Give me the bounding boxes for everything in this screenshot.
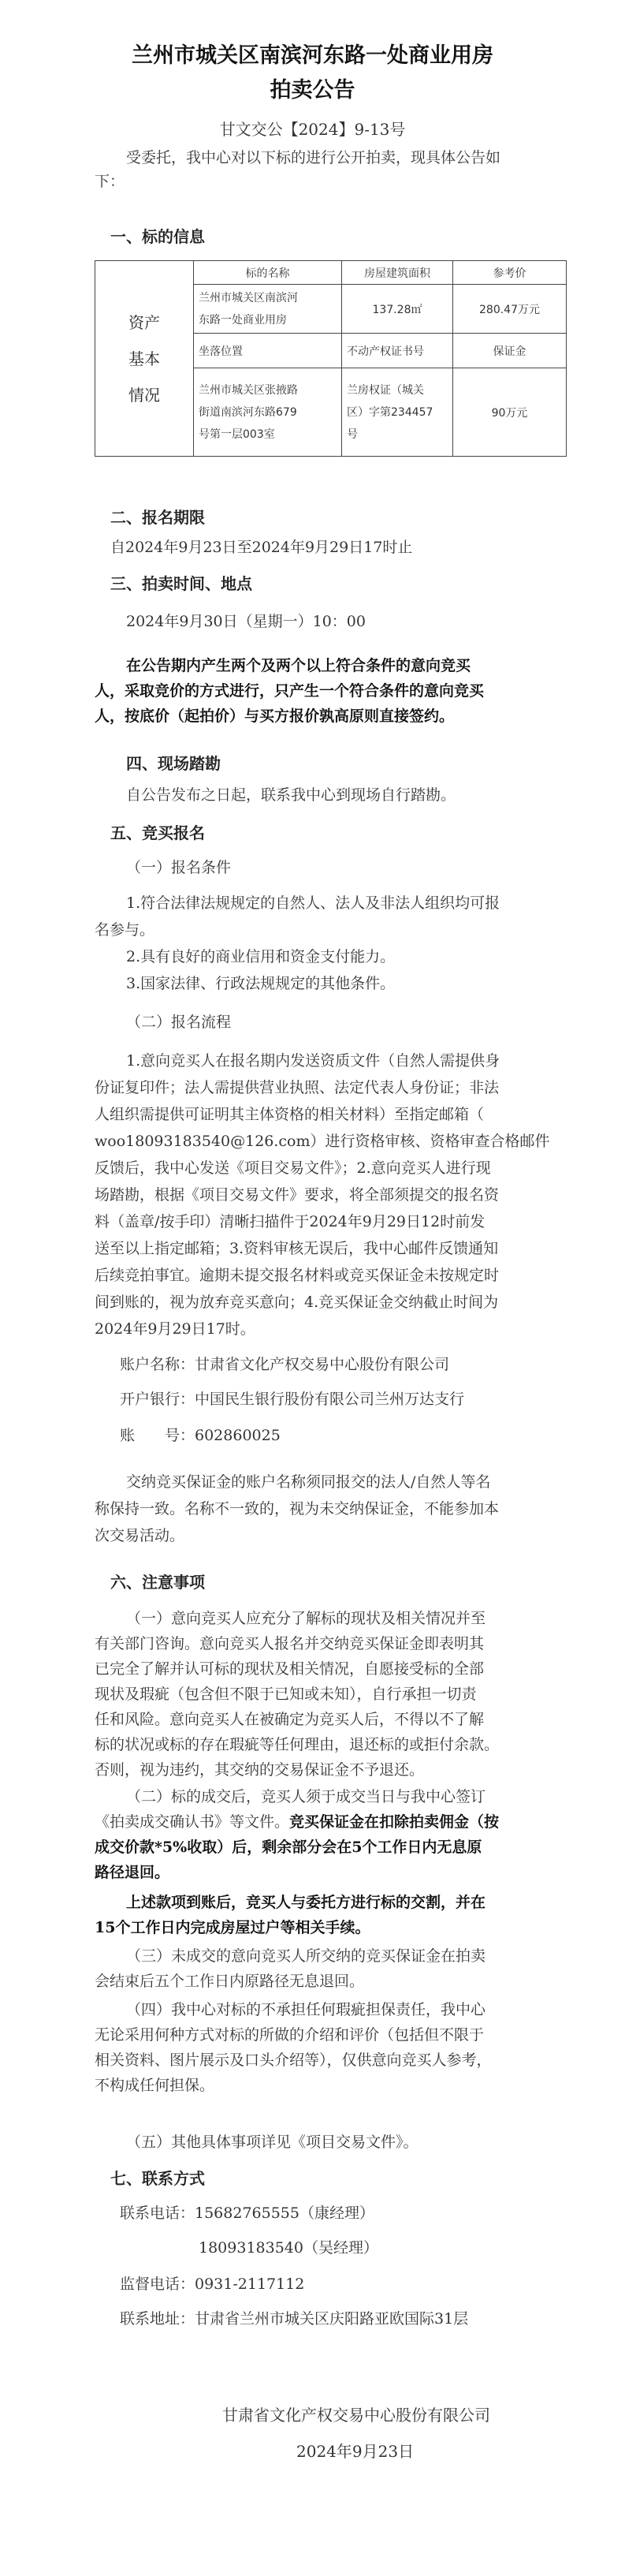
- notice-paragraph-1: （一）意向竞买人应充分了解标的现状及相关情况并至 有关部门咨询。意向竞买人报名并交纳竞买保证金即表明其 已完全了解并认可标的现状及相关情况，自愿接受标的全部 现状及瑕疵（包含但不限于已知或未知），自行承担一切责 任和风险。意向竞买人在被确定为竞买人后，不得以不了解 标的状况或标的存在瑕疵等任何理由，退还标的或拒付余款。 否则，视为违约，其交纳的交易保证金不予退还。: [95, 1610, 500, 1779]
- contact-address: 联系地址：甘肃省兰州市城关区庆阳路亚欧国际31层: [120, 2310, 469, 2328]
- site-visit-text: 自公告发布之日起，联系我中心到现场自行踏勘。: [126, 786, 456, 804]
- section-2-heading: 二、报名期限: [110, 508, 205, 527]
- payment-note: 交纳竞买保证金的账户名称须同报交的法人/自然人等名 称保持一致。名称不一致的，视为未交纳保证金，不能参加本 次交易活动。: [95, 1473, 500, 1544]
- asset-info-table: [95, 260, 567, 457]
- section-5-heading: 五、竞买报名: [110, 823, 205, 842]
- subheading-conditions: （一）报名条件: [126, 859, 232, 876]
- auction-time: 2024年9月30日（星期一）10：00: [126, 613, 366, 630]
- header-asset-name: 标的名称: [194, 261, 342, 285]
- auction-rule: 在公告期内产生两个及两个以上符合条件的意向竞买 人，采取竞价的方式进行，只产生一个符合条件的意向竞买 人，按底价（起拍价）与买方报价孰高原则直接签约。: [95, 657, 485, 725]
- header-certificate: 不动产权证书号: [342, 334, 453, 368]
- supervision-phone: 监督电话：0931-2117112: [120, 2275, 305, 2293]
- asset-side-label: 资产 基本 情况: [95, 261, 194, 457]
- section-4-heading: 四、现场踏勘: [126, 754, 221, 773]
- header-reference-price: 参考价: [453, 261, 567, 285]
- notice-paragraph-2: （二）标的成交后，竞买人须于成交当日与我中心签订 《拍卖成交确认书》等文件。竞买保证金在扣除拍卖佣金（按 成交价款*5%收取）后，剩余部分会在5个工作日内无息原 路径退回。: [95, 1788, 500, 1881]
- title-line-2: 拍卖公告: [270, 78, 355, 103]
- registration-period: 自2024年9月23日至2024年9月29日17时止: [110, 539, 413, 556]
- process-text: 1.意向竞买人在报名期内发送资质文件（自然人需提供身 份证复印件；法人需提供营业执照、法定代表人身份证；非法 人组织需提供可证明其主体资格的相关材料）至指定邮箱（ woo18093183540@126.com）进行资格审核、资格审查合格邮件 反馈后，我中心发送《项目交易文件》；2.意向竞买人进行现 场踏勘，根据《项目交易文件》要求，将全部须提交的报名资 料（盖章/按手印）清晰扫描件于2024年9月29日12时前发 送至以上指定邮箱；3.资料审核无误后，我中心邮件反馈通知 后续竞拍事宜。逾期未提交报名材料或竞买保证金未按规定时 间到账的，视为放弃竞买意向；4.竞买保证金交纳截止时间为 2024年9月29日17时。: [95, 1052, 550, 1338]
- contact-phone-1: 联系电话：15682765555（康经理）: [120, 2205, 374, 2222]
- bank-name: 开户银行：中国民生银行股份有限公司兰州万达支行: [120, 1391, 465, 1408]
- location-cell: 兰州市城关区张掖路 街道南滨河东路679 号第一层003室: [194, 368, 342, 457]
- header-area: 房屋建筑面积: [342, 261, 453, 285]
- reference-price-cell: 280.47万元: [453, 285, 567, 334]
- notice-paragraph-5: （四）我中心对标的不承担任何瑕疵担保责任，我中心 无论采用何种方式对标的所做的介绍和评价（包括但不限于 相关资料、图片展示及口头介绍等），仅供意向竞买人参考， 不构成任何担保。: [95, 2001, 492, 2094]
- title-line-1: 兰州市城关区南滨河东路一处商业用房: [132, 43, 493, 68]
- header-deposit: 保证金: [453, 334, 567, 368]
- account-name: 账户名称：甘肃省文化产权交易中心股份有限公司: [120, 1356, 450, 1373]
- notice-paragraph-4: （三）未成交的意向竞买人所交纳的竞买保证金在拍卖 会结束后五个工作日内原路径无息退回。: [95, 1947, 486, 1990]
- asset-name-cell: 兰州市城关区南滨河 东路一处商业用房: [194, 285, 342, 334]
- section-1-heading: 一、标的信息: [110, 227, 205, 246]
- signature-organization: 甘肃省文化产权交易中心股份有限公司: [222, 2406, 490, 2425]
- certificate-cell: 兰房权证（城关 区）字第234457 号: [342, 368, 453, 457]
- deposit-cell: 90万元: [453, 368, 567, 457]
- area-cell: 137.28㎡: [342, 285, 453, 334]
- section-6-heading: 六、注意事项: [110, 1573, 205, 1592]
- notice-paragraph-3: 上述款项到账后，竞买人与委托方进行标的交割，并在 15个工作日内完成房屋过户等相关手续。: [95, 1894, 486, 1936]
- header-location: 坐落位置: [194, 334, 342, 368]
- account-number: 账 号：602860025: [120, 1427, 281, 1444]
- signature-date: 2024年9月23日: [296, 2442, 415, 2461]
- intro-line-2: 下：: [95, 173, 125, 190]
- document-number: 甘文交公【2024】9-13号: [219, 120, 406, 139]
- notice-paragraph-6: （五）其他具体事项详见《项目交易文件》。: [126, 2134, 419, 2151]
- contact-phone-2: 18093183540（吴经理）: [199, 2239, 378, 2257]
- subheading-process: （二）报名流程: [126, 1014, 232, 1031]
- conditions-list: 1.符合法律法规规定的自然人、法人及非法人组织均可报 名参与。 2.具有良好的商业信用和资金支付能力。 3.国家法律、行政法规规定的其他条件。: [95, 894, 500, 992]
- section-7-heading: 七、联系方式: [110, 2169, 205, 2188]
- section-3-heading: 三、拍卖时间、地点: [110, 574, 252, 593]
- intro-line-1: 受委托，我中心对以下标的进行公开拍卖，现具体公告如: [126, 149, 501, 166]
